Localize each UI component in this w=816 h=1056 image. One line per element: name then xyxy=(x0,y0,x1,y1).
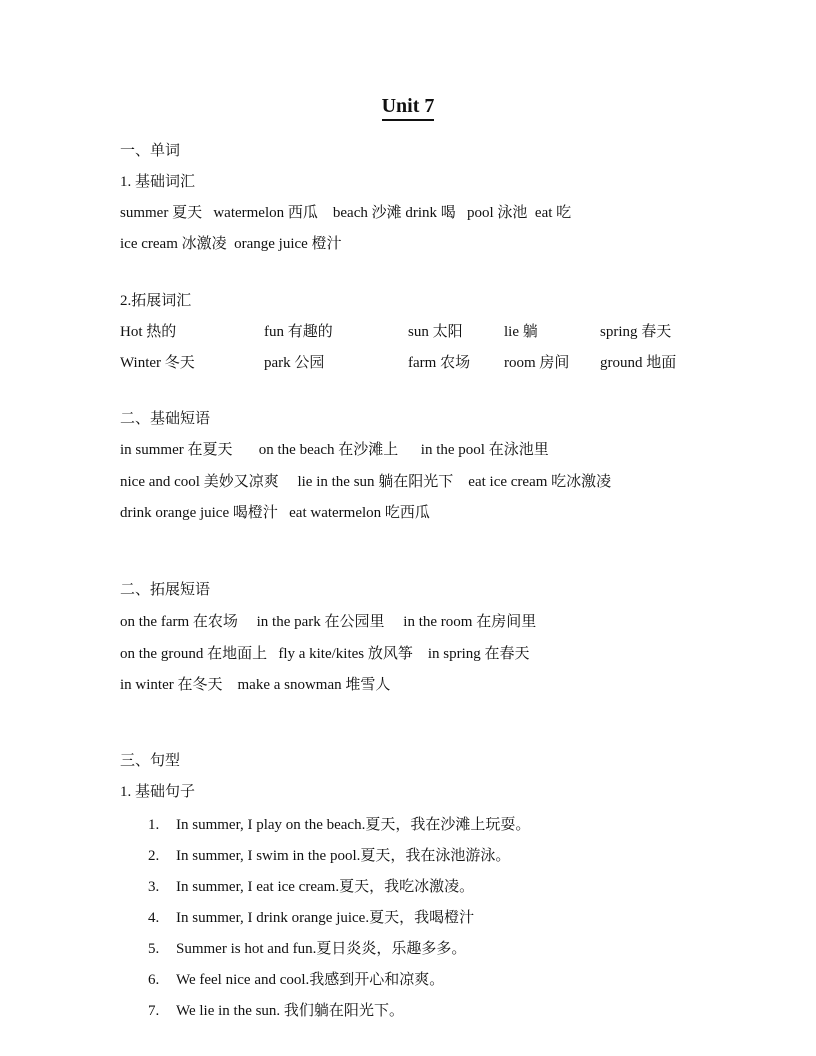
sentence-text: Summer is hot and fun.夏日炎炎，乐趣多多。 xyxy=(176,941,467,957)
phrase-line: in summer 在夏天 on the beach 在沙滩上 in the pool 在泳池里 xyxy=(120,442,549,458)
phrase-line: drink orange juice 喝橙汁 eat watermelon 吃西瓜 xyxy=(120,505,430,521)
section-heading-words: 一、单词 xyxy=(120,143,181,159)
sentence-number: 1. xyxy=(148,817,160,833)
ext-phrase-line: in winter 在冬天 make a snowman 堆雪人 xyxy=(120,677,391,693)
sentence-text: We lie in the sun. 我们躺在阳光下。 xyxy=(176,1003,404,1019)
ext-vocab-row xyxy=(120,353,720,373)
basic-sentences-heading: 1. 基础句子 xyxy=(120,784,196,800)
vocab-cell: room 房间 xyxy=(504,355,570,371)
sentence-number: 3. xyxy=(148,879,160,895)
section-heading-phrases: 二、基础短语 xyxy=(120,411,211,427)
section-heading-ext-phrases: 二、拓展短语 xyxy=(120,582,211,598)
sentence-text: In summer, I swim in the pool.夏天，我在泳池游泳。 xyxy=(176,848,511,864)
sentence-text: In summer, I drink orange juice.夏天，我喝橙汁 xyxy=(176,910,475,926)
vocab-cell: park 公园 xyxy=(264,355,325,371)
vocab-cell: lie 躺 xyxy=(504,324,538,340)
ext-vocab-heading: 2.拓展词汇 xyxy=(120,293,192,309)
vocab-cell: spring 春天 xyxy=(600,324,672,340)
section-heading-sentences: 三、句型 xyxy=(120,753,181,769)
vocab-cell: ground 地面 xyxy=(600,355,677,371)
sentence-text: In summer, I eat ice cream.夏天，我吃冰激凌。 xyxy=(176,879,475,895)
basic-vocab-heading: 1. 基础词汇 xyxy=(120,174,196,190)
sentence-text: We feel nice and cool.我感到开心和凉爽。 xyxy=(176,972,445,988)
basic-vocab-line: summer 夏天 watermelon 西瓜 beach 沙滩 drink 喝 pool 泳池 eat 吃 xyxy=(120,205,572,221)
sentence-text: In summer, I play on the beach.夏天，我在沙滩上玩耍。 xyxy=(176,817,531,833)
sentence-number: 7. xyxy=(148,1003,160,1019)
sentence-number: 2. xyxy=(148,848,160,864)
vocab-cell: farm 农场 xyxy=(408,355,471,371)
sentence-number: 4. xyxy=(148,910,160,926)
basic-vocab-line: ice cream 冰激凌 orange juice 橙汁 xyxy=(120,236,342,252)
sentence-number: 6. xyxy=(148,972,160,988)
vocab-cell: sun 太阳 xyxy=(408,324,463,340)
ext-phrase-line: on the farm 在农场 in the park 在公园里 in the room 在房间里 xyxy=(120,614,537,630)
vocab-cell: fun 有趣的 xyxy=(264,324,333,340)
page-title: Unit 7 xyxy=(382,94,435,121)
sentence-number: 5. xyxy=(148,941,160,957)
ext-vocab-row xyxy=(120,322,720,342)
page-title-wrap xyxy=(0,94,816,121)
ext-phrase-line: on the ground 在地面上 fly a kite/kites 放风筝 in spring 在春天 xyxy=(120,646,530,662)
vocab-cell: Winter 冬天 xyxy=(120,355,195,371)
phrase-line: nice and cool 美妙又凉爽 lie in the sun 躺在阳光下 eat ice cream 吃冰激凌 xyxy=(120,474,612,490)
vocab-cell: Hot 热的 xyxy=(120,324,177,340)
